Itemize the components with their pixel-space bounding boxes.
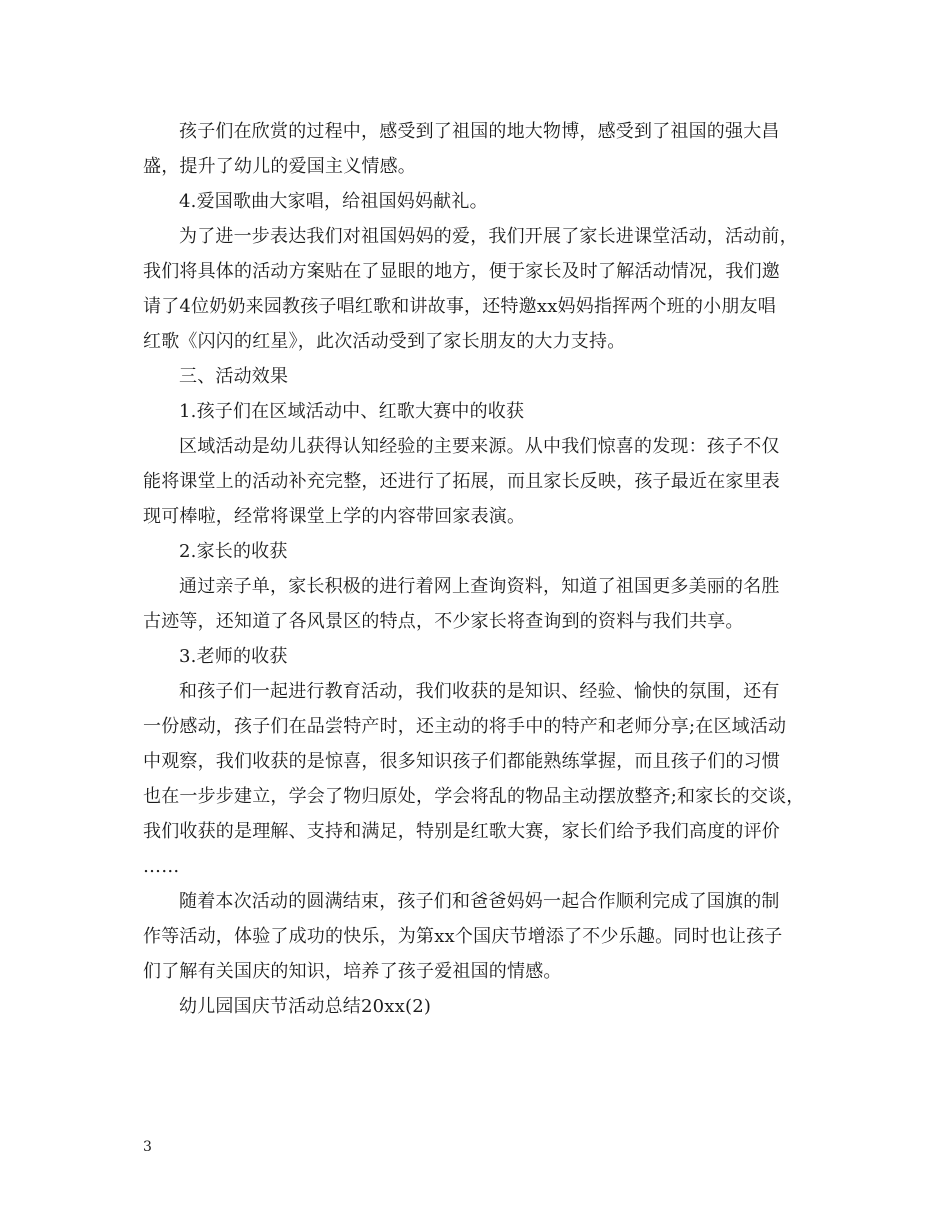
- text-line: 红歌《闪闪的红星》，此次活动受到了家长朋友的大力支持。: [143, 331, 626, 352]
- text-line: 中观察，我们收获的是惊喜，很多知识孩子们都能熟练掌握，而且孩子们的习惯: [143, 751, 780, 772]
- text-line: 区域活动是幼儿获得认知经验的主要来源。从中我们惊喜的发现：孩子不仅: [179, 436, 780, 457]
- text-line: 盛，提升了幼儿的爱国主义情感。: [143, 156, 416, 177]
- text-line: 2.家长的收获: [179, 541, 288, 562]
- text-line: 我们收获的是理解、支持和满足，特别是红歌大赛，家长们给予我们高度的评价: [143, 821, 780, 842]
- text-line: 作等活动，体验了成功的快乐，为第xx个国庆节增添了不少乐趣。同时也让孩子: [143, 926, 783, 947]
- text-line: 现可棒啦，经常将课堂上学的内容带回家表演。: [143, 506, 526, 527]
- text-line: 和孩子们一起进行教育活动，我们收获的是知识、经验、愉快的氛围，还有: [179, 681, 780, 702]
- page-number: 3: [143, 1139, 152, 1155]
- text-line: 通过亲子单，家长积极的进行着网上查询资料，知道了祖国更多美丽的名胜: [179, 576, 780, 597]
- text-line: 能将课堂上的活动补充完整，还进行了拓展，而且家长反映，孩子最近在家里表: [143, 471, 780, 492]
- text-line: 幼儿园国庆节活动总结20xx(2): [179, 996, 432, 1017]
- text-line: 古迹等，还知道了各风景区的特点，不少家长将查询到的资料与我们共享。: [143, 611, 744, 632]
- document-body: [143, 114, 833, 1024]
- text-line: 一份感动，孩子们在品尝特产时，还主动的将手中的特产和老师分享;在区域活动: [143, 716, 787, 737]
- text-line: 也在一步步建立，学会了物归原处，学会将乱的物品主动摆放整齐;和家长的交谈，: [143, 786, 805, 807]
- text-line: 1.孩子们在区域活动中、红歌大赛中的收获: [179, 401, 525, 422]
- text-line: 4.爱国歌曲大家唱，给祖国妈妈献礼。: [179, 191, 488, 212]
- text-line: 孩子们在欣赏的过程中，感受到了祖国的地大物博，感受到了祖国的强大昌: [179, 121, 780, 142]
- text-line: 为了进一步表达我们对祖国妈妈的爱，我们开展了家长进课堂活动，活动前，: [179, 226, 798, 247]
- text-line: 我们将具体的活动方案贴在了显眼的地方，便于家长及时了解活动情况，我们邀: [143, 261, 780, 282]
- text-line: 3.老师的收获: [179, 646, 288, 667]
- text-line: ……: [143, 856, 180, 877]
- text-line: 请了4位奶奶来园教孩子唱红歌和讲故事，还特邀xx妈妈指挥两个班的小朋友唱: [143, 296, 776, 317]
- text-line: 随着本次活动的圆满结束，孩子们和爸爸妈妈一起合作顺利完成了国旗的制: [179, 891, 780, 912]
- text-line: 们了解有关国庆的知识，培养了孩子爱祖国的情感。: [143, 961, 562, 982]
- text-line: 三、活动效果: [179, 366, 289, 387]
